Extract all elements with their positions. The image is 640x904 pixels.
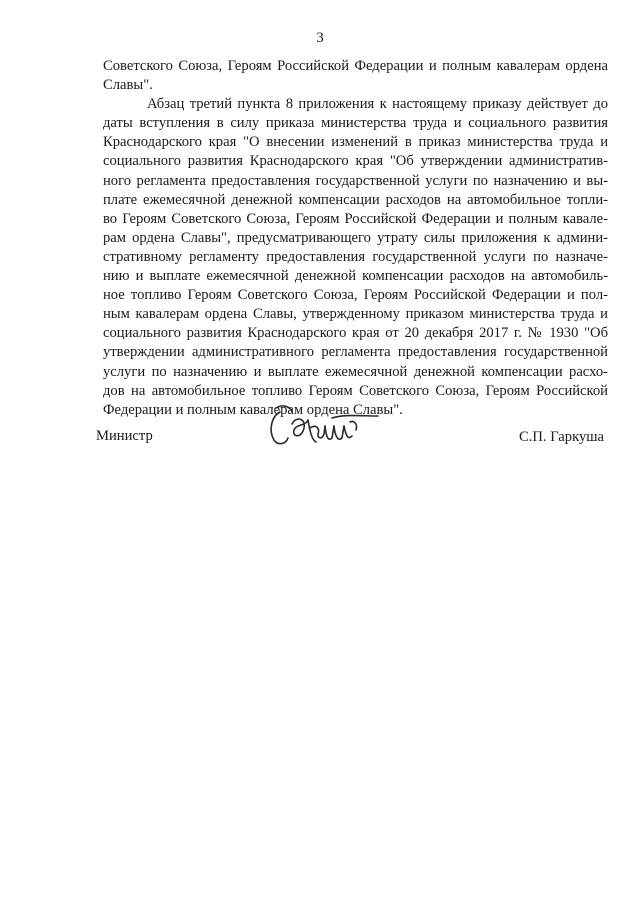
text-line: ным кавалерам ордена Славы, утвержденному приказом министерства труда и: [103, 306, 608, 323]
text-line: нию и выплате ежемесячной денежной компенсации расходов на автомобиль-: [103, 268, 608, 285]
paragraph-first-line: Абзац третий пункта 8 приложения к настоящему приказу действует до: [147, 96, 608, 113]
text-line: даты вступления в силу приказа министерства труда и социального развития: [103, 115, 608, 132]
signer-name: С.П. Гаркуша: [519, 429, 604, 445]
text-line: Славы".: [103, 77, 153, 94]
page-number: 3: [316, 30, 324, 46]
text-line: утверждении административного регламента предоставления государственной: [103, 344, 608, 361]
text-line: социального развития Краснодарского края от 20 декабря 2017 г. № 1930 "Об: [103, 325, 608, 342]
text-line: Советского Союза, Героям Российской Федерации и полным кавалерам ордена: [103, 58, 608, 74]
document-body: [103, 57, 608, 420]
text-line: стративному регламенту предоставления государственной услуги по назначе-: [103, 248, 608, 265]
text-line: ного регламента предоставления государственной услуги по назначению и вы-: [103, 172, 608, 189]
text-line: услуги по назначению и выплате ежемесячной денежной компенсации расхо-: [103, 363, 608, 380]
signer-position: Министр: [96, 428, 153, 444]
text-line: социального развития Краснодарского края "Об утверждении административ-: [103, 153, 608, 170]
text-line: рам ордена Славы", предусматривающего утрату силы приложения к админи-: [103, 229, 608, 246]
text-line: во Героям Советского Союза, Героям Российской Федерации и полным кавале-: [103, 210, 608, 227]
text-line: ное топливо Героям Советского Союза, Героям Российской Федерации и пол-: [103, 287, 608, 304]
signature-block: [0, 398, 640, 468]
text-line: плате ежемесячной денежной компенсации расходов на автомобильное топли-: [103, 191, 608, 208]
text-line: Краснодарского края "О внесении изменений в приказ министерства труда и: [103, 134, 608, 151]
text-line: дов на автомобильное топливо Героям Советского Союза, Героям Российской: [103, 382, 608, 399]
handwritten-signature: [262, 398, 382, 458]
text-line: Федерации и полным кавалерам ордена Славы".: [103, 401, 403, 418]
